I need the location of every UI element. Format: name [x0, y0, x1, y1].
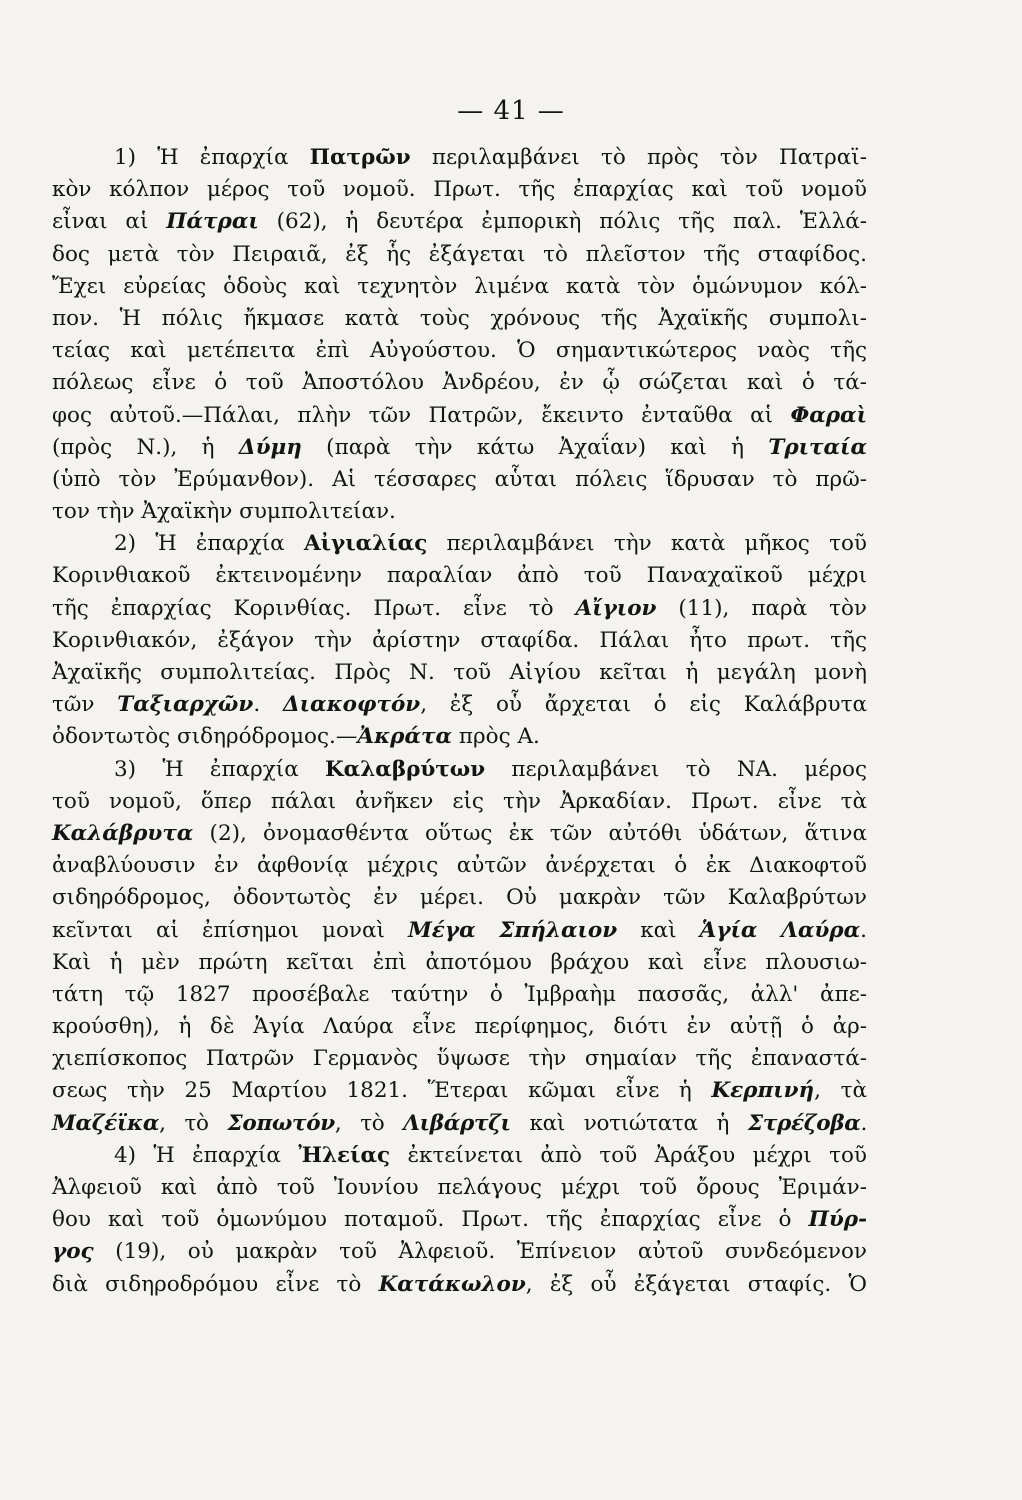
- text-line: [52, 947, 867, 979]
- text-line: [52, 1269, 867, 1301]
- text-segment: , τὸ: [334, 1110, 404, 1136]
- text-segment: περιλαμβάνει τὸ πρὸς τὸν Πατραϊ-: [410, 145, 867, 170]
- text-line: [52, 432, 867, 464]
- emphasized-name: γος: [52, 1239, 94, 1265]
- text-line: [52, 1043, 867, 1075]
- text-line: [52, 464, 867, 496]
- text-line: [52, 206, 867, 238]
- text-line: [52, 303, 867, 335]
- text-segment: κεῖνται αἱ ἐπίσημοι μοναὶ: [52, 917, 408, 943]
- text-segment: πόλεως εἶνε ὁ τοῦ Ἀποστόλου Ἀνδρέου, ἐν ᾧ σώζεται καὶ ὁ τά-: [52, 370, 867, 396]
- emphasized-name: Μέγα Σπήλαιον: [408, 917, 618, 943]
- text-segment: κὸν κόλπον μέρος τοῦ νομοῦ. Πρωτ. τῆς ἐπαρχίας καὶ τοῦ νομοῦ: [52, 177, 867, 203]
- text-segment: εἶναι αἱ: [52, 209, 167, 235]
- text-line: [52, 174, 867, 206]
- emphasized-name: Μαζέϊκα: [52, 1110, 160, 1136]
- text-segment: (πρὸς Ν.), ἡ: [52, 434, 239, 460]
- text-segment: τάτη τῷ 1827 προσέβαλε ταύτην ὁ Ἰμβραὴμ πασσᾶς, ἀλλ' ἀπε-: [52, 981, 867, 1007]
- text-segment: (ὑπὸ τὸν Ἐρύμανθον). Αἱ τέσσαρες αὗται πόλεις ἵδρυσαν τὸ πρῶ-: [52, 466, 867, 492]
- text-segment: πον. Ἡ πόλις ἤκμασε κατὰ τοὺς χρόνους τῆς Ἀχαϊκῆς συμπολι-: [52, 305, 867, 331]
- text-line: [52, 979, 867, 1011]
- text-segment: .: [860, 917, 867, 943]
- emphasized-name: Δύμη: [238, 434, 302, 460]
- text-segment: τῶν: [52, 692, 118, 718]
- text-segment: τον τὴν Ἀχαϊκὴν συμπολιτείαν.: [52, 499, 396, 525]
- text-line: [52, 657, 867, 689]
- text-segment: (62), ἡ δευτέρα ἐμπορικὴ πόλις τῆς παλ. Ἑλλά-: [258, 209, 867, 235]
- text-line: [52, 1075, 867, 1107]
- body-text: [52, 142, 867, 1301]
- emphasized-name: Αἴγιον: [575, 595, 657, 621]
- emphasized-name: Ἁγία Λαύρα: [699, 917, 861, 943]
- emphasized-name: Κερπινή: [711, 1078, 815, 1104]
- text-line: [52, 271, 867, 303]
- text-segment: σιδηρόδρομος, ὀδοντωτὸς ἐν μέρει. Οὐ μακρὰν τῶν Καλαβρύτων: [52, 885, 867, 911]
- text-segment: (11), παρὰ τὸν: [656, 595, 867, 621]
- text-segment: 3) Ἡ ἐπαρχία: [114, 756, 325, 782]
- text-segment: θου καὶ τοῦ ὁμωνύμου ποταμοῦ. Πρωτ. τῆς ἐπαρχίας εἶνε ὁ: [52, 1207, 809, 1233]
- emphasized-name: Στρέζοβα: [747, 1110, 861, 1136]
- text-line: [52, 142, 867, 174]
- text-segment: ἐκτείνεται ἀπὸ τοῦ Ἀράξου μέχρι τοῦ: [390, 1142, 867, 1168]
- text-segment: καὶ νοτιώτατα ἡ: [510, 1110, 748, 1136]
- emphasized-name: Ἠλείας: [298, 1142, 391, 1168]
- text-segment: περιλαμβάνει τὴν κατὰ μῆκος τοῦ: [427, 531, 867, 557]
- emphasized-name: Πύρ-: [808, 1207, 867, 1233]
- text-segment: πρὸς Α.: [452, 724, 540, 750]
- text-segment: τῆς ἐπαρχίας Κορινθίας. Πρωτ. εἶνε τὸ: [52, 595, 576, 621]
- text-segment: Ἔχει εὐρείας ὁδοὺς καὶ τεχνητὸν λιμένα κατὰ τὸν ὁμώνυμον κόλ-: [52, 273, 867, 299]
- emphasized-name: Πάτραι: [166, 209, 259, 235]
- text-segment: Ἀχαϊκῆς συμπολιτείας. Πρὸς Ν. τοῦ Αἰγίου κεῖται ἡ μεγάλη μονὴ: [52, 660, 867, 685]
- text-line: [52, 625, 867, 657]
- text-segment: χιεπίσκοπος Πατρῶν Γερμανὸς ὕψωσε τὴν σημαίαν τῆς ἐπαναστά-: [52, 1046, 867, 1072]
- text-segment: φος αὐτοῦ.—Πάλαι, πλὴν τῶν Πατρῶν, ἔκειντο ἐνταῦθα αἱ: [52, 402, 791, 428]
- emphasized-name: Καλάβρυτα: [52, 820, 194, 846]
- text-line: [52, 1140, 867, 1172]
- text-segment: 2) Ἡ ἐπαρχία: [114, 531, 304, 557]
- text-segment: Κορινθιακόν, ἐξάγον τὴν ἀρίστην σταφίδα. Πάλαι ἦτο πρωτ. τῆς: [52, 627, 867, 653]
- text-segment: .: [253, 692, 283, 718]
- text-line: [52, 1108, 867, 1140]
- text-segment: , ἐξ οὗ ἄρχεται ὁ εἰς Καλάβρυτα: [420, 692, 868, 718]
- text-segment: (19), οὐ μακρὰν τοῦ Ἀλφειοῦ. Ἐπίνειον αὐτοῦ συνδεόμενον: [93, 1239, 867, 1265]
- page-number: — 41 —: [457, 96, 565, 126]
- emphasized-name: Τριταία: [768, 434, 867, 460]
- text-segment: κρούσθη), ἡ δὲ Ἁγία Λαύρα εἶνε περίφημος, διότι ἐν αὐτῇ ὁ ἀρ-: [52, 1014, 867, 1040]
- text-line: [52, 528, 867, 560]
- text-line: [52, 1011, 867, 1043]
- emphasized-name: Αἰγιαλίας: [303, 531, 428, 557]
- text-segment: καὶ: [617, 917, 700, 943]
- text-segment: τείας καὶ μετέπειτα ἐπὶ Αὐγούστου. Ὁ σημαντικώτερος ναὸς τῆς: [52, 338, 867, 364]
- text-line: [52, 1236, 867, 1268]
- text-line: [52, 689, 867, 721]
- text-line: [52, 818, 867, 850]
- emphasized-name: Καλαβρύτων: [324, 756, 486, 782]
- emphasized-name: Σοπωτόν: [227, 1110, 335, 1136]
- text-line: [52, 400, 867, 432]
- emphasized-name: Πατρῶν: [309, 145, 411, 170]
- emphasized-name: Φαραὶ: [790, 402, 867, 428]
- text-segment: 1) Ἡ ἐπαρχία: [114, 145, 310, 170]
- text-line: [52, 754, 867, 786]
- text-line: [52, 496, 867, 528]
- emphasized-name: Κατάκωλον: [378, 1271, 526, 1297]
- emphasized-name: Ἀκράτα: [357, 724, 453, 750]
- text-segment: Κορινθιακοῦ ἐκτεινομένην παραλίαν ἀπὸ τοῦ Παναχαϊκοῦ μέχρι: [52, 563, 867, 589]
- text-line: [52, 593, 867, 625]
- text-segment: (2), ὀνομασθέντα οὕτως ἐκ τῶν αὐτόθι ὑδάτων, ἅτινα: [193, 820, 867, 846]
- text-segment: δος μετὰ τὸν Πειραιᾶ, ἐξ ἧς ἐξάγεται τὸ πλεῖστον τῆς σταφίδος.: [52, 241, 867, 267]
- text-segment: περιλαμβάνει τὸ ΝΑ. μέρος: [485, 756, 867, 782]
- emphasized-name: Ταξιαρχῶν: [117, 692, 254, 718]
- text-segment: ἀναβλύουσιν ἐν ἀφθονίᾳ μέχρις αὐτῶν ἀνέρχεται ὁ ἐκ Διακοφτοῦ: [52, 853, 867, 879]
- text-segment: , τὰ: [814, 1078, 867, 1104]
- emphasized-name: Λιβάρτζι: [403, 1110, 511, 1136]
- text-line: [52, 721, 867, 753]
- text-line: [52, 786, 867, 818]
- text-line: [52, 1172, 867, 1204]
- text-line: [52, 850, 867, 882]
- text-segment: (παρὰ τὴν κάτω Ἀχαΐαν) καὶ ἡ: [301, 434, 769, 460]
- text-segment: Καὶ ἡ μὲν πρώτη κεῖται ἐπὶ ἀποτόμου βράχου καὶ εἶνε πλουσιω-: [52, 949, 867, 975]
- text-segment: , τὸ: [159, 1110, 228, 1136]
- text-segment: τοῦ νομοῦ, ὅπερ πάλαι ἀνῆκεν εἰς τὴν Ἀρκαδίαν. Πρωτ. εἶνε τὰ: [52, 788, 867, 814]
- text-segment: διὰ σιδηροδρόμου εἶνε τὸ: [52, 1271, 379, 1297]
- text-segment: σεως τὴν 25 Μαρτίου 1821. Ἕτεραι κῶμαι εἶνε ἡ: [52, 1078, 712, 1104]
- text-line: [52, 1204, 867, 1236]
- text-line: [52, 335, 867, 367]
- text-line: [52, 882, 867, 914]
- emphasized-name: Διακοφτόν: [282, 692, 421, 718]
- text-segment: ὀδοντωτὸς σιδηρόδρομος.—: [52, 724, 358, 750]
- text-line: [52, 915, 867, 947]
- text-segment: Ἀλφειοῦ καὶ ἀπὸ τοῦ Ἰουνίου πελάγους μέχρι τοῦ ὄρους Ἐριμάν-: [52, 1175, 867, 1200]
- text-segment: 4) Ἡ ἐπαρχία: [114, 1142, 299, 1168]
- text-segment: , ἐξ οὗ ἐξάγεται σταφίς. Ὁ: [525, 1271, 867, 1297]
- text-segment: .: [860, 1110, 868, 1136]
- text-line: [52, 367, 867, 399]
- text-line: [52, 560, 867, 592]
- text-line: [52, 239, 867, 271]
